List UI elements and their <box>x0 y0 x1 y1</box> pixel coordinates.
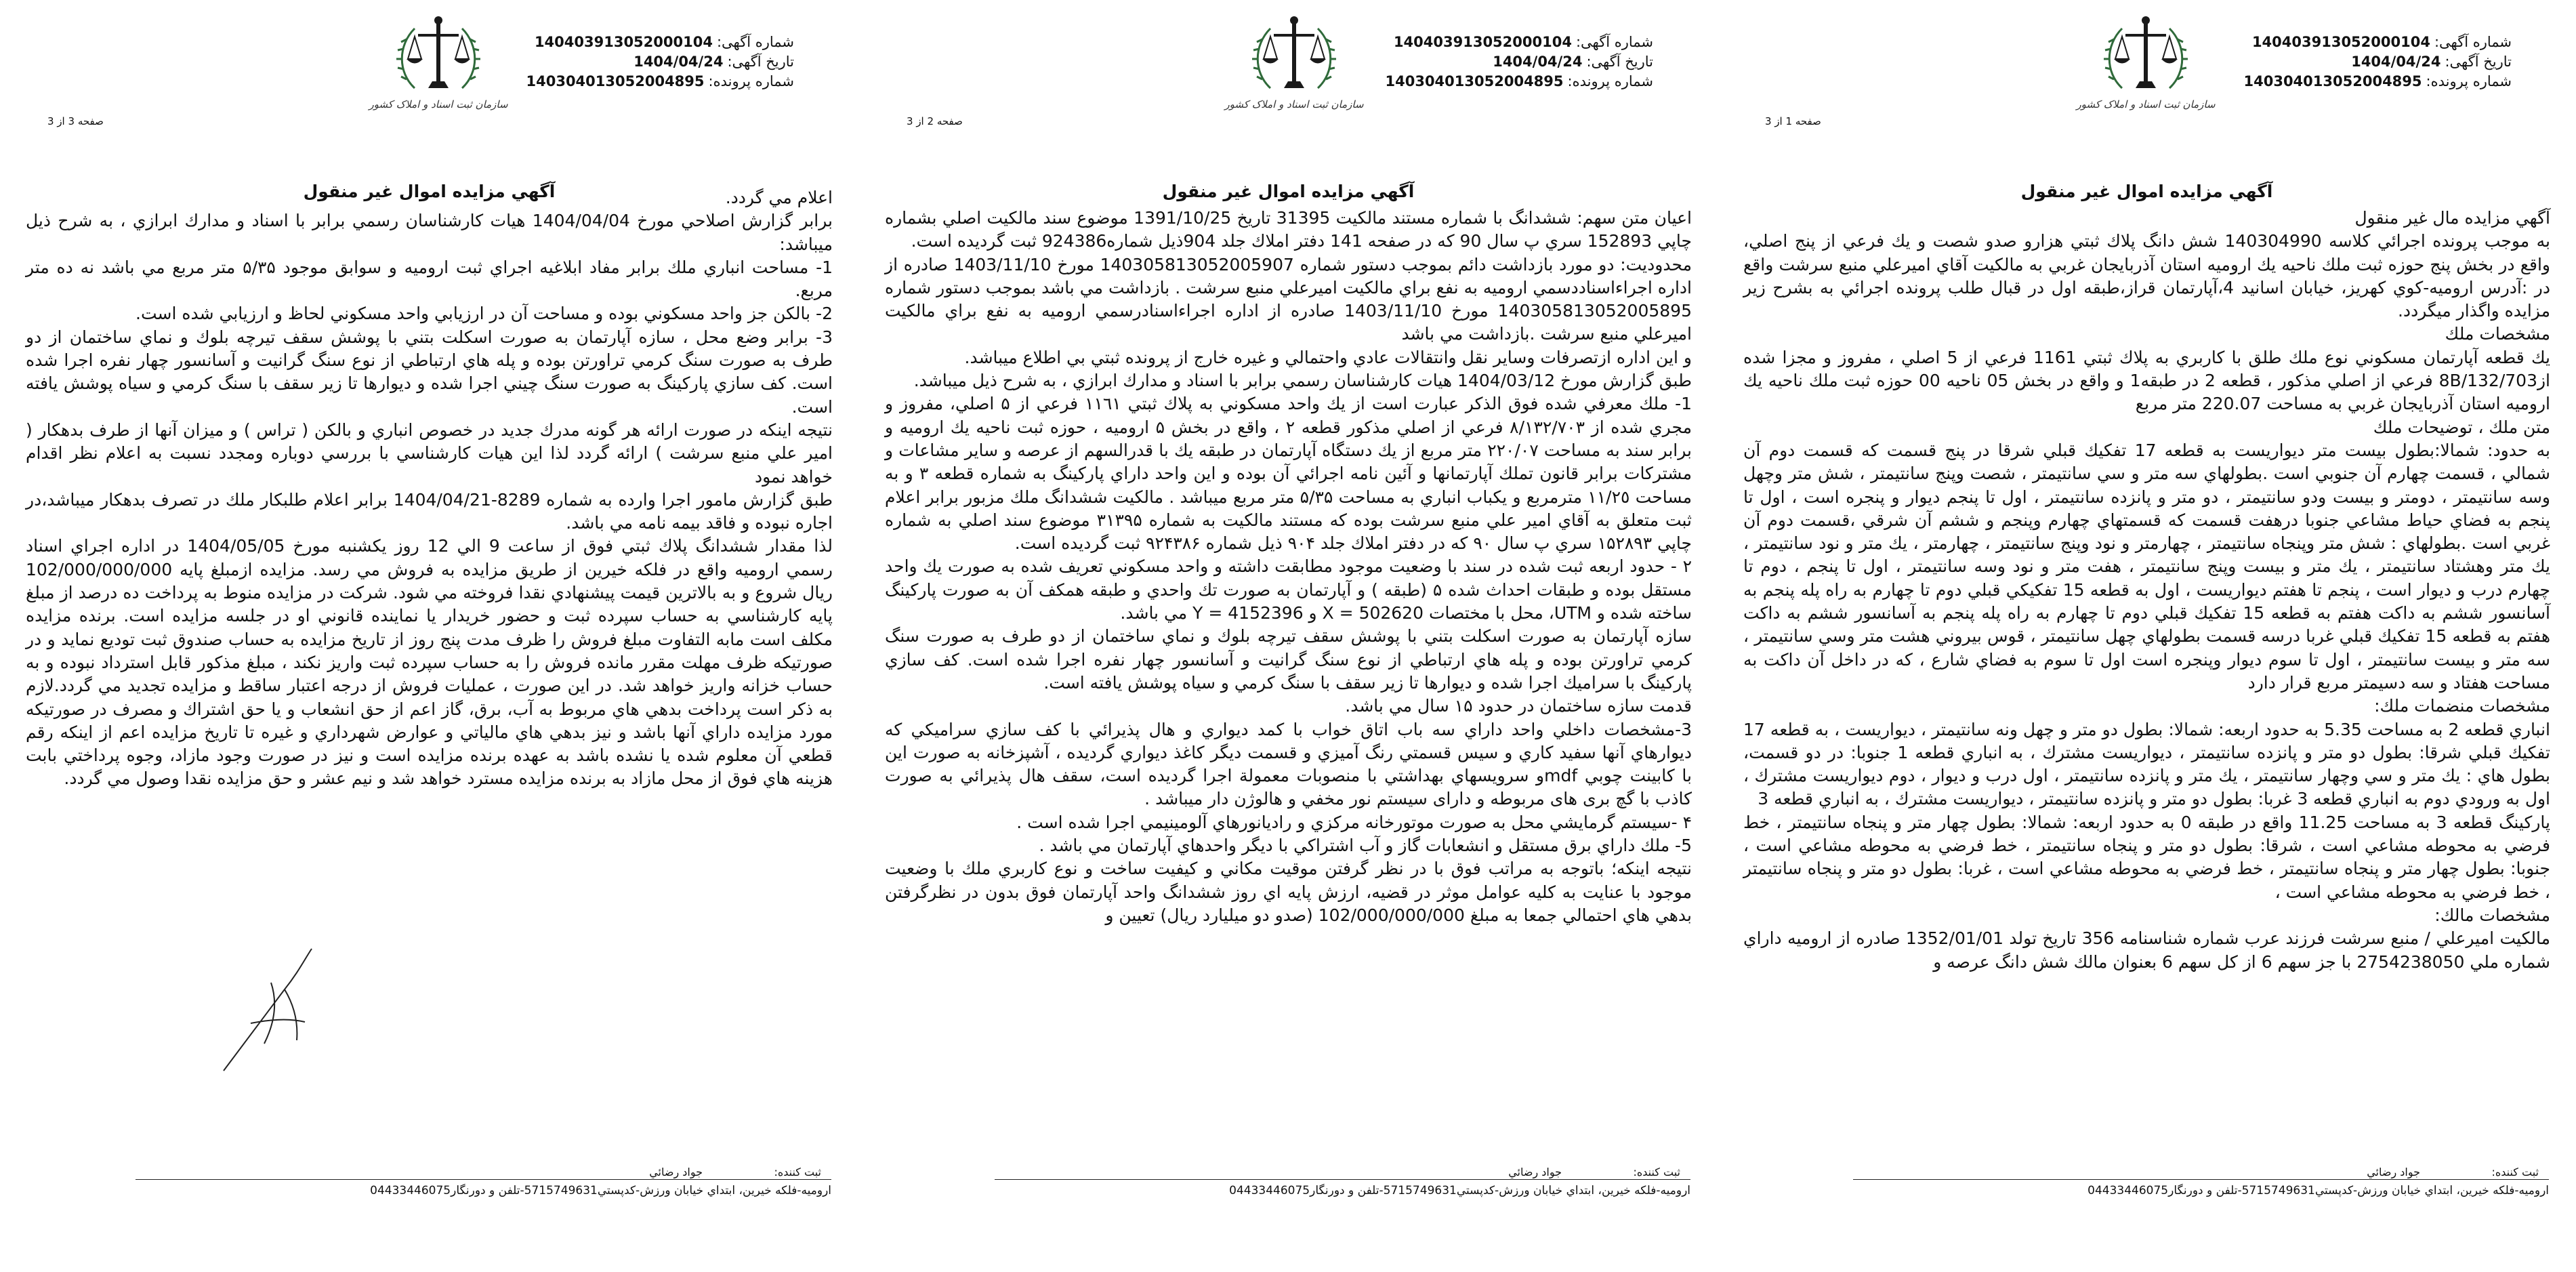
file-number-label: شماره پرونده: <box>708 73 794 89</box>
registrar-label: ثبت کننده: <box>774 1166 821 1178</box>
file-number: 140304013052004895 <box>526 73 705 89</box>
ad-date-row <box>1386 52 1654 72</box>
ad-number: 140403913052000104 <box>2251 34 2430 50</box>
body-paragraph: لذا مقدار ششدانگ پلاك ثبتي فوق از ساعت 9 الي 12 روز يكشنبه مورخ 1404/05/05 در اداره اجراي اسناد رسمي اروميه واقع در فلكه خيرين از طريق مزايده به فروش مي رسد. مزايده ازمبلغ پايه 102/000/000/000 ريال شروع و به بالاترين قيمت پيشنهادي نقدا فروخته مي شود. شركت در مزايده منوط به پرداخت ده درصد از مبلغ پايه كارشناسي به حساب سپرده ثبت و حضور خريدار يا نماينده قانوني او در جلسه مزايده است. برنده مزايده مكلف است مابه التفاوت مبلغ فروش را ظرف مدت پنج روز از تاريخ مزايده به حساب صندوق ثبت توديع نمايد و در صورتيكه ظرف مهلت مقرر مانده فروش را به حساب سپرده ثبت واريز نكند ، مبلغ مذكور قابل استرداد نبوده و به حساب خزانه واريز خواهد شد. در اين صورت ، عمليات فروش از درجه اعتبار ساقط و مزايده تجديد مي گردد.لازم به ذكر است پرداخت بدهي هاي مربوط به آب، برق، گاز اعم از حق انشعاب و يا حق اشتراك و مصرف در صورتيكه مورد مزايده داراي آنها باشد و نيز بدهي هاي مالياتي و عوارض شهرداري و غيره تا تاريخ مزايده اعم از اينكه رقم قطعي آن معلوم شده يا نشده باشد به عهده برنده مزايده است و نيز در صورت وجود مازاد، وجوه پرداختي بابت هزينه هاي فوق از محل مازاد به برنده مزايده مسترد خواهد شد و نيم عشر و حق مزايده نقدا وصول مي گردد. <box>26 536 833 789</box>
body-paragraph: مشخصات مالك: <box>2434 905 2550 925</box>
body-paragraph: و اين اداره ازتصرفات وساير نقل وانتقالات عادي واحتمالي و غيره خارج از پرونده ثبتي بي اطلاع ميباشد. <box>964 347 1692 367</box>
page-3 <box>0 0 858 1272</box>
body-paragraph: به موجب پرونده اجرائي كلاسه 140304990 شش دانگ پلاك ثبتي هزارو صدو شصت و يك فرعي از پنج اصلي، واقع در بخش پنج حوزه ثبت ملك ناحيه يك اروميه استان آذربايجان غربي به مالكيت آقاي اميرعلي منبع سرشت واقع در :آدرس اروميه-كوي كهريز، خيابان اسانيد 4،آپارتمان قراز،طبقه اول در قبال طلب پرونده اجرائي به بشرح زير مزايده واگذار ميگردد. <box>1743 231 2551 321</box>
ad-body <box>1743 207 2550 974</box>
page-1 <box>1718 0 2576 1272</box>
registrar-name: جواد رضائي <box>2367 1166 2420 1178</box>
file-number-row <box>2244 72 2512 91</box>
body-paragraph: 2- بالكن جز واحد مسكوني بوده و مساحت آن در ارزيابي واحد مسكوني لحاظ و ارزيابي شده است. <box>136 304 833 324</box>
body-paragraph: ٢ - حدود اربعه ثبت شده در سند با وضعيت موجود مطابقت داشته و واحد مسكوني تعريف شده به صورت يك واحد مستقل بوده و طبقات احداث شده ۵ (طبقه ) و آپارتمان به صورت تك واحدي و طبقه همكف آن به صورت پاركينگ ساخته شده و UTM، محل با مختصات 502620 = X و 4152396 = Y مي باشد. <box>885 556 1692 623</box>
ad-number: 140403913052000104 <box>534 34 713 50</box>
page-title: آگهي مزايده اموال غير منقول <box>1162 182 1415 201</box>
ad-number-label: شماره آگهی: <box>2434 34 2512 50</box>
page-2 <box>859 0 1718 1272</box>
body-paragraph: اعلام مي گردد. <box>725 188 833 207</box>
ad-date-row <box>526 52 795 72</box>
body-paragraph: طبق گزارش مامور اجرا وارده به شماره 8289-1404/04/21 برابر اعلام طلبكار ملك در تصرف بدهكار ميباشد،در اجاره نبوده و فاقد بيمه نامه مي باشد. <box>26 489 833 533</box>
judiciary-scales-emblem-icon <box>2095 8 2197 106</box>
body-paragraph: مشخصات منضمات ملك: <box>2374 696 2550 716</box>
ad-body <box>885 207 1692 927</box>
body-paragraph: قدمت سازه ساختمان در حدود ١۵ سال مي باشد. <box>1345 696 1692 716</box>
registrar-label: ثبت کننده: <box>2491 1166 2539 1178</box>
ad-meta <box>526 33 795 91</box>
body-paragraph: 3- برابر وضع محل ، سازه آپارتمان به صورت اسكلت بتني با پوشش سقف تيرچه بلوك و نماي ساختمان از دو طرف به صورت سنگ كرمي تراورتن بوده و پله هاي ارتباطي از نوع سنگ گرانيت و آسانسور چهار نفره اجرا شده است. كف سازي پاركينگ به صورت سنگ چيني اجرا شده و ديوارها تا زير سقف با سنگ كرمي و سياه پوشش يافته است. <box>26 327 833 417</box>
body-paragraph: برابر گزارش اصلاحي مورخ 1404/04/04 هيات كارشناسان رسمي برابر با اسناد و مدارك ابرازي ، به شرح ذيل ميباشد: <box>26 211 833 254</box>
judiciary-scales-emblem-icon <box>388 8 489 106</box>
body-paragraph: 5- ملك داراي برق مستقل و انشعابات گاز و آب اشتراكي با ديگر واحدهاي آپارتمان مي باشد . <box>1039 836 1692 856</box>
ad-date: 1404/04/24 <box>1493 54 1583 70</box>
file-number-row <box>526 72 795 91</box>
ad-date-label: تاریخ آگهی: <box>727 54 794 70</box>
ad-date-label: تاریخ آگهی: <box>2445 54 2512 70</box>
page-number: صفحه 3 از 3 <box>47 115 104 127</box>
file-number: 140304013052004895 <box>1385 73 1564 89</box>
ad-number-row <box>2244 33 2512 52</box>
registrar-name: جواد رضائي <box>1508 1166 1562 1178</box>
ad-number: 140403913052000104 <box>1393 34 1572 50</box>
file-number-label: شماره پرونده: <box>2426 73 2512 89</box>
body-paragraph: نتيجه اينكه در صورت ارائه هر گونه مدرك جديد در خصوص انباري و بالكن ( تراس ) و ميزان آنها از طرف بدهكار ( امير علي منبع سرشت ) ارائه گردد لذا اين هيات كارشناسي با بررسي دوباره ومجدد نسبت به اعلام نظر اقدام خواهد نمود <box>26 419 833 487</box>
handwritten-signature <box>203 942 325 1078</box>
body-paragraph: انباري قطعه 2 به مساحت 5.35 به حدود اربعه: شمالا: بطول دو متر و چهل ونه سانتيمتر ، ديواريست ، به قطعه 17 تفكيك قبلي شرقا: بطول دو متر و پانزده سانتيمتر ، ديواريست مشترك ، به انباري قطعه 1 جنوبا: در دو قسمت، بطول هاي : يك متر و سي وچهار سانتيمتر ، يك متر و پانزده سانتيمتر ، اول درب و ديوار ، دوم ديواريست مشترك ، اول به ورودي دوم به انباري قطعه 3 غربا: بطول دو متر و پانزده سانتيمتر ، ديواريست مشترك ، به انباري قطعه 3 <box>1743 719 2551 809</box>
registrar-name: جواد رضائي <box>649 1166 703 1178</box>
body-paragraph: محدوديت: دو مورد بازداشت دائم بموجب دستور شماره 140305813052005907 مورخ 1403/11/10 صادره از اداره اجراءاسناددسمي اروميه به نفع براي مالكيت اميرعلي منبع سرشت . بازداشت مي باشد بموجب دستور شماره 140305813052005895 مورخ 1403/11/10 صادره از اداره اجراءاسنادرسمي اروميه به نفع براي مالكيت اميرعلي منبع سرشت .بازداشت مي باشد <box>885 254 1692 344</box>
body-paragraph: 3-مشخصات داخلي واحد داراي سه باب اتاق خواب با كمد ديواري و هال پذيرائي با كف سازي سراميكي كه ديوارهاي آنها سفيد كاري و سيس قسمتي رنگ آميزي و قسمت ديگر كاغذ ديواري گرديده ، آشپزخانه به صورت اين با كابينت چوبي mdfو سرويسهاي بهداشتي با منصوبات معمولة اجرا گرديده است، سقف هال پذيرائي به صورت كاذب با گچ برى هاى مربوطه و داراى سيستم نور مخفي و هالوژن دار ميباشد . <box>885 719 1692 809</box>
ad-date: 1404/04/24 <box>633 54 724 70</box>
page-number: صفحه 2 از 3 <box>907 115 963 127</box>
body-paragraph: 1- ملك معرفي شده فوق الذكر عبارت است از يك واحد مسكوني به پلاك ثبتي ١١٦١ فرعي از ۵ اصلي، مفروز و مجري شده از ٨/١٣٢/٧٠٣ فرعي از اصلي مذكور قطعه ٢ ، واقع در بخش ۵ اروميه ، حوزه ثبت ناحيه يك اروميه و برابر سند به مساحت ٢٢٠/٠٧ متر مربع از يك دستگاه آپارتمان در طبقه يك با قدرالسهم از عرصه و ساير مشاعات و مشتركات برابر قانون تملك آپارتمانها و آئين نامه اجرائي آن بوده و اين واحد داراي پاركينگ به شماره قطعه ٣ و به مساحت ١١/٢٥ مترمربع و يكباب انباري به مساحت ۵/٣۵ متر مربع ميباشد . مالكيت ششدانگ ملك مزبور برابر اعلام ثبت متعلق به آقاي امير علي منبع سرشت بوده كه مستند مالكيت به شماره ٣١٣٩۵ موضوع سند اصلي به شماره چاپي ١۵٢٨٩٣ سري پ سال ٩٠ كه در دفتر املاك جلد ٩٠۴ ذيل شماره ٩٢۴٣٨۶ ثبت گرديده است. <box>885 394 1692 554</box>
body-paragraph: نتيجه اينكه؛ باتوجه به مراتب فوق با در نظر گرفتن موقيت مكاني و كيفيت ساخت و نوع كاربري ملك با وضعيت موجود با عنايت به كليه عوامل موثر در قضيه، ارزش پايه اي روز ششدانگ واحد آپارتمان فوق بدون در نظرگرفتن بدهي هاي احتمالي جمعا به مبلغ 102/000/000/000 (صدو دو ميليارد ريال) تعيين و <box>885 859 1692 925</box>
page-title: آگهي مزايده اموال غير منقول <box>303 182 556 201</box>
body-paragraph: يك قطعه آپارتمان مسكوني نوع ملك طلق با كاربري به پلاك ثبتي 1161 فرعي از 5 اصلي ، مفروز و مجزا شده از8B/132/703 فرعي از اصلي مذكور ، قطعه 2 در طبقه1 و واقع در بخش 05 ناحيه 00 حوزه ثبت ملك ناحيه يك اروميه استان آذربايجان غربي به مساحت 220.07 متر مربع <box>1743 347 2551 414</box>
ad-number-row <box>526 33 795 52</box>
ad-number-label: شماره آگهی: <box>1575 34 1653 50</box>
body-paragraph: به حدود: شمالا:بطول بيست متر ديواريست به قطعه 17 تفكيك قبلي شرقا در پنج قسمت كه قسمت دوم آن شمالي ، قسمت چهارم آن جنوبي است .بطولهاي سه متر و سي سانتيمتر ، شصت وپنج سانتيمتر ، شش متر وچهل وسه سانتيمتر ، دومتر و بيست ودو سانتيمتر ، دو متر و پانزده سانتيمتر ، اول تا پنجم ديوار و پنجره است ، اول تا پنجم به فضاي حياط مشاعي جنوبا درهفت قسمت كه قسمتهاي چهارم وپنجم و ششم آن شرقي ،قسمت دوم آن غربي است .بطولهاي : شش متر وپنجاه سانتيمتر ، چهارمتر و نود وپنج سانتيمتر ، چهارمتر ، يك متر و نود سانتيمتر ، يك متر وهشتاد سانتيمتر ، يك متر و بيست وپنج سانتيمتر ، هفت متر و نود وسه سانتيمتر ، اول تا پنجم ، دوم تا چهارم درب و ديوار است ، پنجم تا هفتم ديواريست ، اول به قطعه 15 تفكيكي قبلي دوم تا چهارم به راه پله پنجم به آسانسور ششم به داكت هفتم به قطعه 15 تفكيك قبلي دوم تا چهارم به راه پله پنجم به آسانسور ششم به داكت هفتم به قطعه 15 تفكيك قبلي غربا درسه قسمت بطولهاي چهل سانتيمتر ، قوس بيروني هشت متر وسي سانتيمتر ، سه متر و بيست سانتيمتر ، اول تا سوم ديوار وپنجره است اول تا سوم به فضاي شارع ، كه در داخل آن داكت به مساحت هفتاد و سه دسيمتر مربع قرار دارد <box>1743 440 2550 693</box>
page-footer: اروميه-فلكه خيرين، ابتداي خيابان ورزش-كدپستي5715749631-تلفن و دورنگار04433446075 <box>995 1179 1690 1197</box>
body-paragraph: متن ملك ، توضيحات ملك <box>2373 417 2550 437</box>
org-caption: سازمان ثبت اسناد و املاک کشور <box>1224 98 1364 110</box>
judiciary-scales-emblem-icon <box>1243 8 1345 106</box>
org-caption: سازمان ثبت اسناد و املاک کشور <box>369 98 508 110</box>
file-number-row <box>1386 72 1654 91</box>
ad-number-label: شماره آگهی: <box>716 34 794 50</box>
registrar-label: ثبت کننده: <box>1633 1166 1680 1178</box>
body-paragraph: ۴ -سيستم گرمايشي محل به صورت موتورخانه مركزي و راديانورهاي آلومينيمي اجرا شده است . <box>1016 812 1692 832</box>
body-paragraph: مشخصات ملك <box>2445 324 2550 344</box>
body-paragraph: 1- مساحت انباري ملك برابر مفاد ابلاغيه اجراي ثبت اروميه و سوابق موجود ۵/٣۵ متر مربع مي باشد نه ده متر مربع. <box>26 257 833 301</box>
body-paragraph: مالكيت اميرعلي / منبع سرشت فرزند عرب شماره شناسنامه 356 تاريخ تولد 1352/01/01 صادره از اروميه داراي شماره ملي 2754238050 با جز سهم 6 از كل سهم 6 بعنوان مالك شش دانگ عرصه و <box>1743 928 2550 972</box>
ad-number-row <box>1386 33 1654 52</box>
page-footer: اروميه-فلكه خيرين، ابتداي خيابان ورزش-كدپستي5715749631-تلفن و دورنگار04433446075 <box>1853 1179 2549 1197</box>
body-paragraph: پاركينگ قطعه 3 به مساحت 11.25 واقع در طبقه 0 به حدود اربعه: شمالا: بطول چهار متر و پنجاه سانتيمتر ، خط فرضي به محوطه مشاعي است ، شرقا: بطول دو متر و پنجاه سانتيمتر ، خط فرضي به محوطه مشاعي است ، جنوبا: بطول چهار متر و پنجاه سانتيمتر ، خط فرضي به محوطه مشاعي است ، غربا: بطول دو متر و پنجاه سانتيمتر ، خط فرضي به محوطه مشاعي است ، <box>1743 812 2551 902</box>
file-number: 140304013052004895 <box>2243 73 2422 89</box>
page-number: صفحه 1 از 3 <box>1765 115 1821 127</box>
org-caption: سازمان ثبت اسناد و املاک کشور <box>2076 98 2216 110</box>
ad-meta <box>1386 33 1654 91</box>
ad-body <box>26 186 833 791</box>
ad-date: 1404/04/24 <box>2351 54 2441 70</box>
body-paragraph: آگهي مزايده مال غير منقول <box>2354 208 2550 228</box>
ad-date-row <box>2244 52 2512 72</box>
body-paragraph: طبق گزارش مورخ 1404/03/12 هيات كارشناسان رسمي برابر با اسناد و مدارك ابرازي ، به شرح ذيل ميباشد. <box>913 371 1692 391</box>
body-paragraph: اعيان متن سهم: ششدانگ با شماره مستند مالكيت 31395 تاريخ 1391/10/25 موضوع سند مالكيت اصلي بشماره چاپي 152893 سري پ سال 90 كه در صفحه 141 دفتر املاك جلد 904ذيل شماره924386 ثبت گرديده است. <box>885 208 1692 251</box>
ad-date-label: تاریخ آگهی: <box>1586 54 1653 70</box>
body-paragraph: سازه آپارتمان به صورت اسكلت بتني با پوشش سقف تيرچه بلوك و نماي ساختمان از دو طرف به صورت سنگ كرمي تراورتن بوده و پله هاي ارتباطي از نوع سنگ گرانيت و آسانسور چهار نفره اجرا شده است. كف سازي پاركينگ با سراميك اجرا شده و ديوارها تا زير سقف با سنگ كرمي و سياه پوشش يافته است. <box>885 626 1692 693</box>
page-footer: اروميه-فلكه خيرين، ابتداي خيابان ورزش-كدپستي5715749631-تلفن و دورنگار04433446075 <box>136 1179 831 1197</box>
file-number-label: شماره پرونده: <box>1567 73 1653 89</box>
ad-meta <box>2244 33 2512 91</box>
page-title: آگهي مزايده اموال غير منقول <box>2020 182 2273 201</box>
